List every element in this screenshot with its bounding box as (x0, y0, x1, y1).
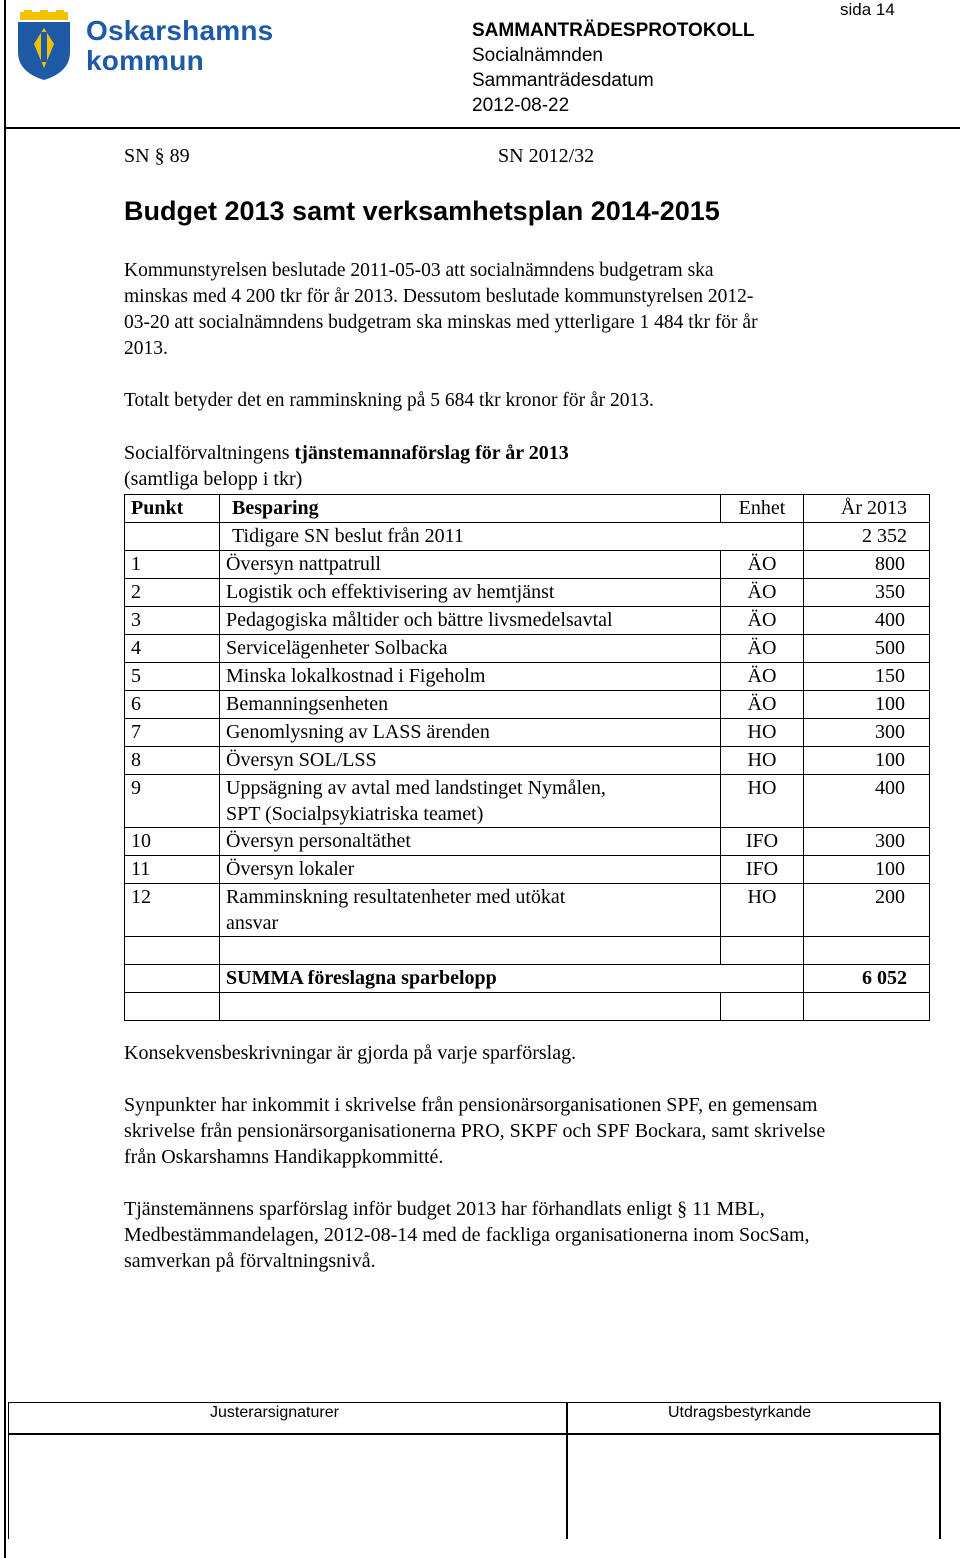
signature-footer (8, 1402, 941, 1539)
table-header-row (125, 495, 930, 523)
sum-value: 6 052 (804, 965, 930, 993)
row-amount: 500 (804, 635, 930, 663)
row-description-line: Minska lokalkostnad i Figeholm (226, 665, 486, 687)
row-description (220, 551, 721, 579)
prior-decision-label: Tidigare SN beslut från 2011 (220, 523, 804, 551)
row-number: 6 (125, 691, 220, 719)
table-row (125, 551, 930, 579)
row-number: 1 (125, 551, 220, 579)
header-ar: År 2013 (804, 495, 930, 523)
total-reduction-text: Totalt betyder det en ramminskning på 5 684 tkr kronor för år 2013. (124, 390, 654, 411)
table-row (125, 856, 930, 884)
row-number: 10 (125, 828, 220, 856)
row-description-line: Logistik och effektivisering av hemtjänst (226, 581, 555, 603)
protocol-header (472, 18, 755, 118)
municipality-logo (14, 10, 274, 82)
header-enhet: Enhet (721, 495, 804, 523)
header-punkt: Punkt (125, 495, 220, 523)
row-amount: 150 (804, 663, 930, 691)
page-number: sida 14 (840, 0, 895, 19)
table-sum-row (125, 965, 930, 993)
row-description (220, 747, 721, 775)
row-description-line: ansvar (226, 912, 279, 934)
negotiation-line: Tjänstemännens sparförslag inför budget 2013 har förhandlats enligt § 11 MBL, (124, 1198, 765, 1220)
row-unit: ÄO (721, 663, 804, 691)
row-description (220, 775, 721, 828)
negotiation-line: Medbestämmandelagen, 2012-08-14 med de fackliga organisationerna inom SocSam, (124, 1224, 810, 1246)
row-description-line: Ramminskning resultatenheter med utökat (226, 886, 566, 908)
row-number: 3 (125, 607, 220, 635)
table-row (125, 523, 930, 551)
row-unit: HO (721, 775, 804, 828)
prior-decision-value: 2 352 (804, 523, 930, 551)
intro-paragraph (124, 258, 924, 362)
table-row (125, 775, 930, 828)
row-description (220, 663, 721, 691)
row-amount: 350 (804, 579, 930, 607)
row-number: 12 (125, 884, 220, 937)
row-amount: 400 (804, 775, 930, 828)
row-amount: 400 (804, 607, 930, 635)
row-amount: 300 (804, 719, 930, 747)
row-description-line: Servicelägenheter Solbacka (226, 637, 448, 659)
intro-line: 2013. (124, 338, 168, 359)
row-unit: HO (721, 719, 804, 747)
row-unit: ÄO (721, 691, 804, 719)
row-amount: 200 (804, 884, 930, 937)
intro-line: 03-20 att socialnämndens budgetram ska minskas med ytterligare 1 484 tkr för år (124, 312, 758, 333)
page-title: Budget 2013 samt verksamhetsplan 2014-2015 (124, 196, 720, 226)
proposal-prefix: Socialförvaltningens (124, 442, 295, 464)
extract-certification-label: Utdragsbestyrkande (668, 1404, 812, 1421)
table-row (125, 607, 930, 635)
negotiation-paragraph (124, 1196, 934, 1274)
row-description (220, 579, 721, 607)
row-description-line: Översyn SOL/LSS (226, 749, 377, 771)
header-divider (4, 127, 960, 129)
proposal-bold: tjänstemannaförslag för år 2013 (294, 442, 569, 464)
row-number: 11 (125, 856, 220, 884)
case-paragraph: SN § 89 (124, 145, 190, 167)
row-amount: 100 (804, 691, 930, 719)
table-row (125, 884, 930, 937)
meeting-date: 2012-08-22 (472, 95, 570, 116)
logo-line-2: kommun (86, 45, 204, 76)
table-row (125, 691, 930, 719)
header-besparing: Besparing (220, 495, 721, 523)
protocol-type: SAMMANTRÄDESPROTOKOLL (472, 20, 755, 41)
row-description-line: Översyn lokaler (226, 858, 355, 880)
row-description-line: Översyn personaltäthet (226, 830, 411, 852)
table-row (125, 663, 930, 691)
opinions-paragraph (124, 1092, 934, 1170)
table-row (125, 828, 930, 856)
row-description-line: Genomlysning av LASS ärenden (226, 721, 490, 743)
intro-line: Kommunstyrelsen beslutade 2011-05-03 att socialnämndens budgetram ska (124, 260, 714, 281)
row-description-line: Uppsägning av avtal med landstinget Nymålen, (226, 777, 606, 799)
table-row (125, 635, 930, 663)
row-amount: 100 (804, 747, 930, 775)
row-description-line: Översyn nattpatrull (226, 553, 381, 575)
sum-label: SUMMA föreslagna sparbelopp (220, 965, 804, 993)
row-number: 4 (125, 635, 220, 663)
savings-table (124, 494, 930, 1021)
row-number: 5 (125, 663, 220, 691)
row-unit: ÄO (721, 635, 804, 663)
proposal-heading (124, 440, 934, 492)
row-description (220, 635, 721, 663)
row-unit: ÄO (721, 607, 804, 635)
row-number: 2 (125, 579, 220, 607)
opinions-line: Synpunkter har inkommit i skrivelse från pensionärsorganisationen SPF, en gemensam (124, 1094, 818, 1116)
row-unit: ÄO (721, 551, 804, 579)
opinions-line: från Oskarshamns Handikappkommitté. (124, 1146, 444, 1168)
logo-line-1: Oskarshamns (86, 15, 274, 46)
row-description-line: Bemanningsenheten (226, 693, 389, 715)
row-unit: HO (721, 747, 804, 775)
row-unit: HO (721, 884, 804, 937)
table-row (125, 579, 930, 607)
table-row-empty (125, 937, 930, 965)
row-description (220, 856, 721, 884)
row-description (220, 884, 721, 937)
logo-wordmark (86, 16, 273, 76)
meeting-date-label: Sammanträdesdatum (472, 70, 654, 91)
coat-of-arms-icon (14, 10, 74, 82)
row-amount: 800 (804, 551, 930, 579)
row-unit: IFO (721, 856, 804, 884)
consequence-text: Konsekvensbeskrivningar är gjorda på varje sparförslag. (124, 1042, 577, 1064)
board-name: Socialnämnden (472, 45, 603, 66)
row-description-line: SPT (Socialpsykiatriska teamet) (226, 803, 484, 825)
proposal-title (124, 440, 934, 466)
row-description (220, 691, 721, 719)
table-row (125, 747, 930, 775)
row-description-line: Pedagogiska måltider och bättre livsmedelsavtal (226, 609, 613, 631)
table-row-empty (125, 993, 930, 1021)
row-number: 8 (125, 747, 220, 775)
row-number: 7 (125, 719, 220, 747)
row-number: 9 (125, 775, 220, 828)
left-margin-rule (4, 0, 6, 1558)
table-row (125, 719, 930, 747)
intro-line: minskas med 4 200 tkr för år 2013. Dessutom beslutade kommunstyrelsen 2012- (124, 286, 754, 307)
row-unit: ÄO (721, 579, 804, 607)
row-description (220, 607, 721, 635)
adjuster-signatures-label: Justerarsignaturer (210, 1404, 339, 1421)
proposal-note: (samtliga belopp i tkr) (124, 468, 303, 490)
row-amount: 100 (804, 856, 930, 884)
row-unit: IFO (721, 828, 804, 856)
row-description (220, 719, 721, 747)
case-number: SN 2012/32 (498, 145, 595, 167)
opinions-line: skrivelse från pensionärsorganisationerna PRO, SKPF och SPF Bockara, samt skrivelse (124, 1120, 826, 1142)
row-amount: 300 (804, 828, 930, 856)
negotiation-line: samverkan på förvaltningsnivå. (124, 1250, 376, 1272)
row-description (220, 828, 721, 856)
